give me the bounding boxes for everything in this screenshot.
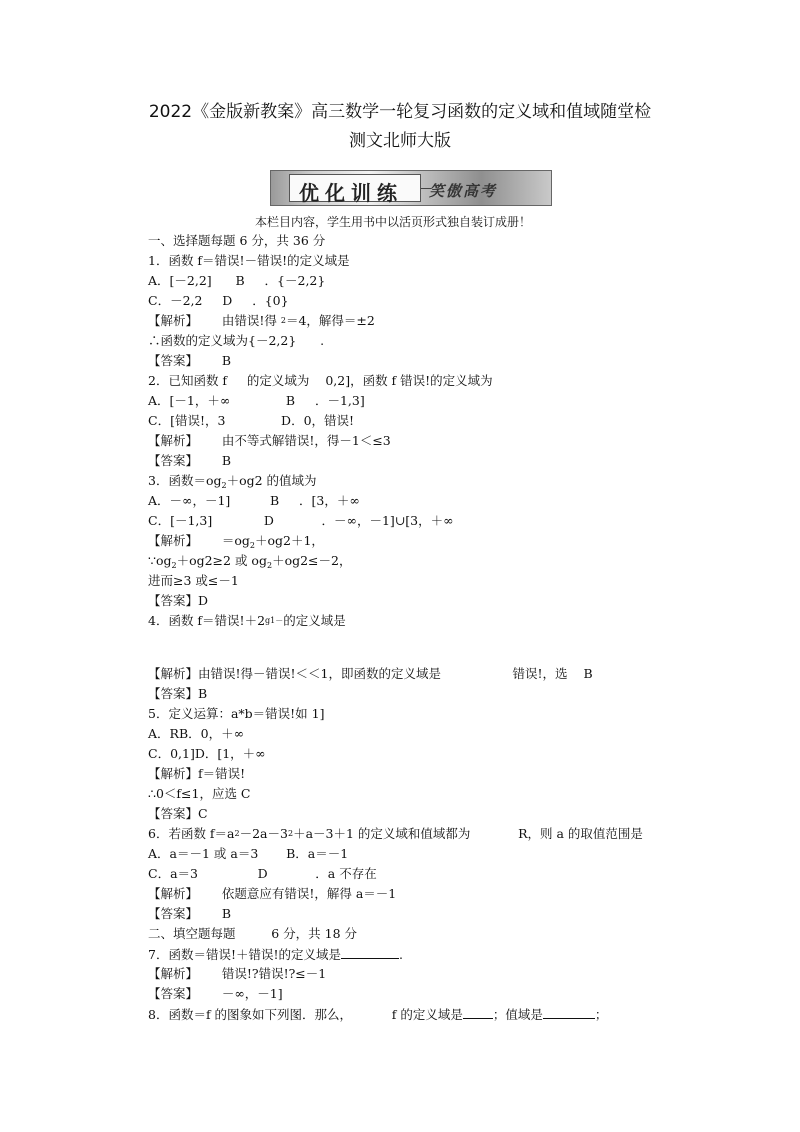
q6-options-cd: C．a＝3 D ．a 不存在 [148,866,377,881]
q8-blank-domain [463,1006,493,1019]
q4-stem: 4．函数 f＝错误$!+2^{g1-}$的定义域是 [148,613,346,628]
q4-answer: 【答案】B [148,686,208,701]
q1-answer: 【答案】 B [148,353,232,368]
q7-stem: 7．函数＝错误!＋错误!的定义域是 . [148,947,403,962]
q1-options-ab: A．[－2,2] B ．{－2,2} [148,273,326,288]
q2-stem: 2．已知函数 f 的定义域为 0,2]，函数 f 错误!的定义域为 [148,373,493,388]
q5-answer: 【答案】C [148,806,208,821]
banner-main-text: 优化训练 [299,181,403,205]
q8-stem: 8．函数＝f 的图象如下列图．那么， f 的定义域是 ；值域是 ； [148,1007,608,1022]
q2-answer: 【答案】 B [148,453,232,468]
q3-analysis-1: 【解析】 $=og_2+og2+1$， [148,533,324,550]
q1-options-cd: C．－2,2 D ．{0} [148,293,289,308]
q5-analysis-1: 【解析】f＝错误! [148,766,246,781]
banner-sub-text: 笑傲高考 [429,182,498,200]
section2-heading: 二、填空题每题 6 分，共 18 分 [148,926,358,941]
q6-options-ab: A．a＝－1 或 a＝3 B．a＝－1 [148,846,349,861]
document-title-line1: 2022《金版新教案》高三数学一轮复习函数的定义域和值域随堂检 [148,102,652,122]
q1-stem: 1．函数 f＝错误!－错误!的定义域是 [148,253,350,268]
q1-analysis-2: ∴函数的定义域为{－2,2} . [148,333,325,348]
q5-options-cd: C．0,1]D．[1，＋∞ [148,746,266,761]
section1-heading: 一、选择题每题 6 分，共 36 分 [148,233,326,248]
q5-stem: 5．定义运算：a*b＝错误!如 1] [148,706,325,721]
q7-analysis: 【解析】 错误!?错误!?≤－1 [148,966,327,981]
q2-options-cd: C．[错误!，3 D．0，错误! [148,413,355,428]
q7-blank [341,946,399,959]
q3-analysis-3: 进而≥3 或≤－1 [148,573,239,588]
section-banner [270,170,552,206]
q6-answer: 【答案】 B [148,906,232,921]
binding-note: 本栏目内容，学生用书中以活页形式独自装订成册！ [255,215,532,229]
q3-options-ab: A．－∞，－1] B ．[3，＋∞ [148,493,360,508]
q1-analysis-1: 【解析】 由错误!得 $^2$＝4，解得＝±2 [148,313,375,328]
q8-blank-range [543,1006,595,1019]
q3-stem: 3．函数$=og_2+og2$ 的值域为 [148,473,317,490]
q4-analysis: 【解析】由错误!得－错误!＜＜1，即函数的定义域是 错误!，选 B [148,666,593,681]
q5-analysis-2: ∴0＜f≤1，应选 C [148,786,251,801]
q3-answer: 【答案】D [148,593,209,608]
q6-stem: 6．若函数 $f=a^2-2a-3^2+a-3+1$ 的定义域和值域都为 R，则 a 的取值范围是 [148,826,643,841]
q3-analysis-2: $\because og_2+og2\ge 2$ 或 $og_2+og2\le-2$， [148,553,352,570]
document-title-line2: 测文北师大版 [349,131,451,151]
q6-analysis: 【解析】 依题意应有错误!，解得 a＝－1 [148,886,397,901]
q5-options-ab: A．RB．0，＋∞ [148,726,244,741]
q7-answer: 【答案】 －∞，－1] [148,986,283,1001]
q2-options-ab: A．[－1，＋∞ B ．－1,3] [148,393,365,408]
q2-analysis: 【解析】 由不等式解错误!，得－1＜≤3 [148,433,391,448]
q3-options-cd: C．[－1,3] D ．－∞，－1]∪[3，＋∞ [148,513,454,528]
